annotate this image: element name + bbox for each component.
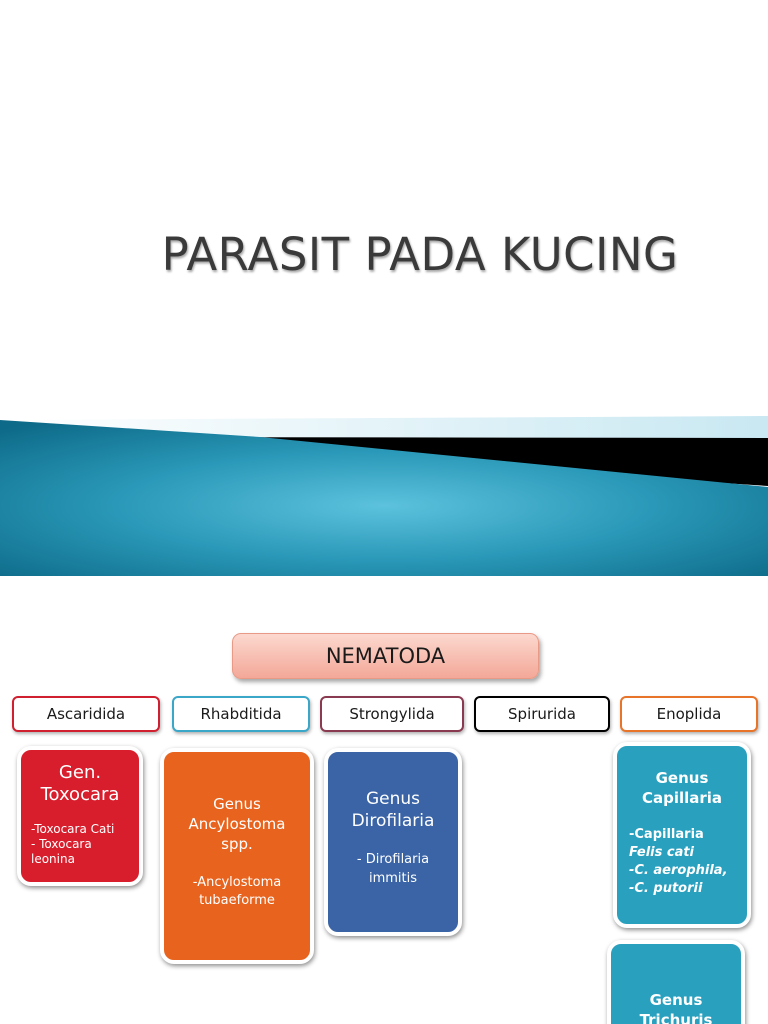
order-enoplida: Enoplida	[620, 696, 758, 732]
species-line: - Dirofilaria	[356, 852, 430, 867]
genus-trichuris-card	[607, 940, 745, 1024]
genus-dirofilaria-title-2: Dirofilaria	[351, 811, 435, 831]
root-node-nematoda: NEMATODA	[232, 633, 539, 679]
genus-ancylostoma-title-3: spp.	[221, 835, 253, 853]
genus-dirofilaria-species	[328, 850, 458, 888]
genus-dirofilaria-card	[324, 748, 462, 936]
species-line: immitis	[368, 871, 418, 886]
genus-dirofilaria-title-1: Genus	[365, 789, 421, 809]
species-line: Felis cati	[629, 845, 695, 860]
genus-toxocara-title-1: Gen.	[58, 762, 102, 783]
species-line: - Toxocara	[31, 837, 92, 851]
species-line: -Toxocara Cati	[31, 822, 115, 836]
taxonomy-slide	[0, 576, 768, 1024]
genus-ancylostoma-card	[160, 748, 314, 964]
genus-ancylostoma-species	[164, 874, 310, 910]
order-spirurida: Spirurida	[474, 696, 610, 732]
genus-toxocara-species	[21, 822, 139, 867]
genus-trichuris-title-1: Genus	[649, 991, 703, 1009]
order-strongylida: Strongylida	[320, 696, 464, 732]
genus-capillaria-species	[617, 826, 747, 898]
genus-capillaria-title-1: Genus	[655, 769, 709, 787]
genus-toxocara-title-2: Toxocara	[40, 784, 120, 805]
species-line: -C. putorii	[629, 881, 703, 896]
order-ascaridida: Ascaridida	[12, 696, 160, 732]
slide-title: PARASIT PADA KUCING	[161, 228, 679, 281]
species-line: leonina	[31, 852, 75, 866]
genus-toxocara-card	[17, 746, 143, 886]
genus-capillaria-card	[613, 742, 751, 928]
species-line: -Capillaria	[629, 827, 704, 842]
genus-trichuris-title-2: Trichuris	[639, 1011, 713, 1024]
species-line: tubaeforme	[199, 893, 275, 908]
genus-ancylostoma-title-2: Ancylostoma	[188, 815, 286, 833]
species-line: -Ancylostoma	[192, 875, 282, 890]
genus-ancylostoma-title-1: Genus	[213, 795, 261, 813]
order-rhabditida: Rhabditida	[172, 696, 310, 732]
genus-capillaria-title-2: Capillaria	[641, 789, 723, 807]
species-line: -C. aerophila,	[629, 863, 728, 878]
